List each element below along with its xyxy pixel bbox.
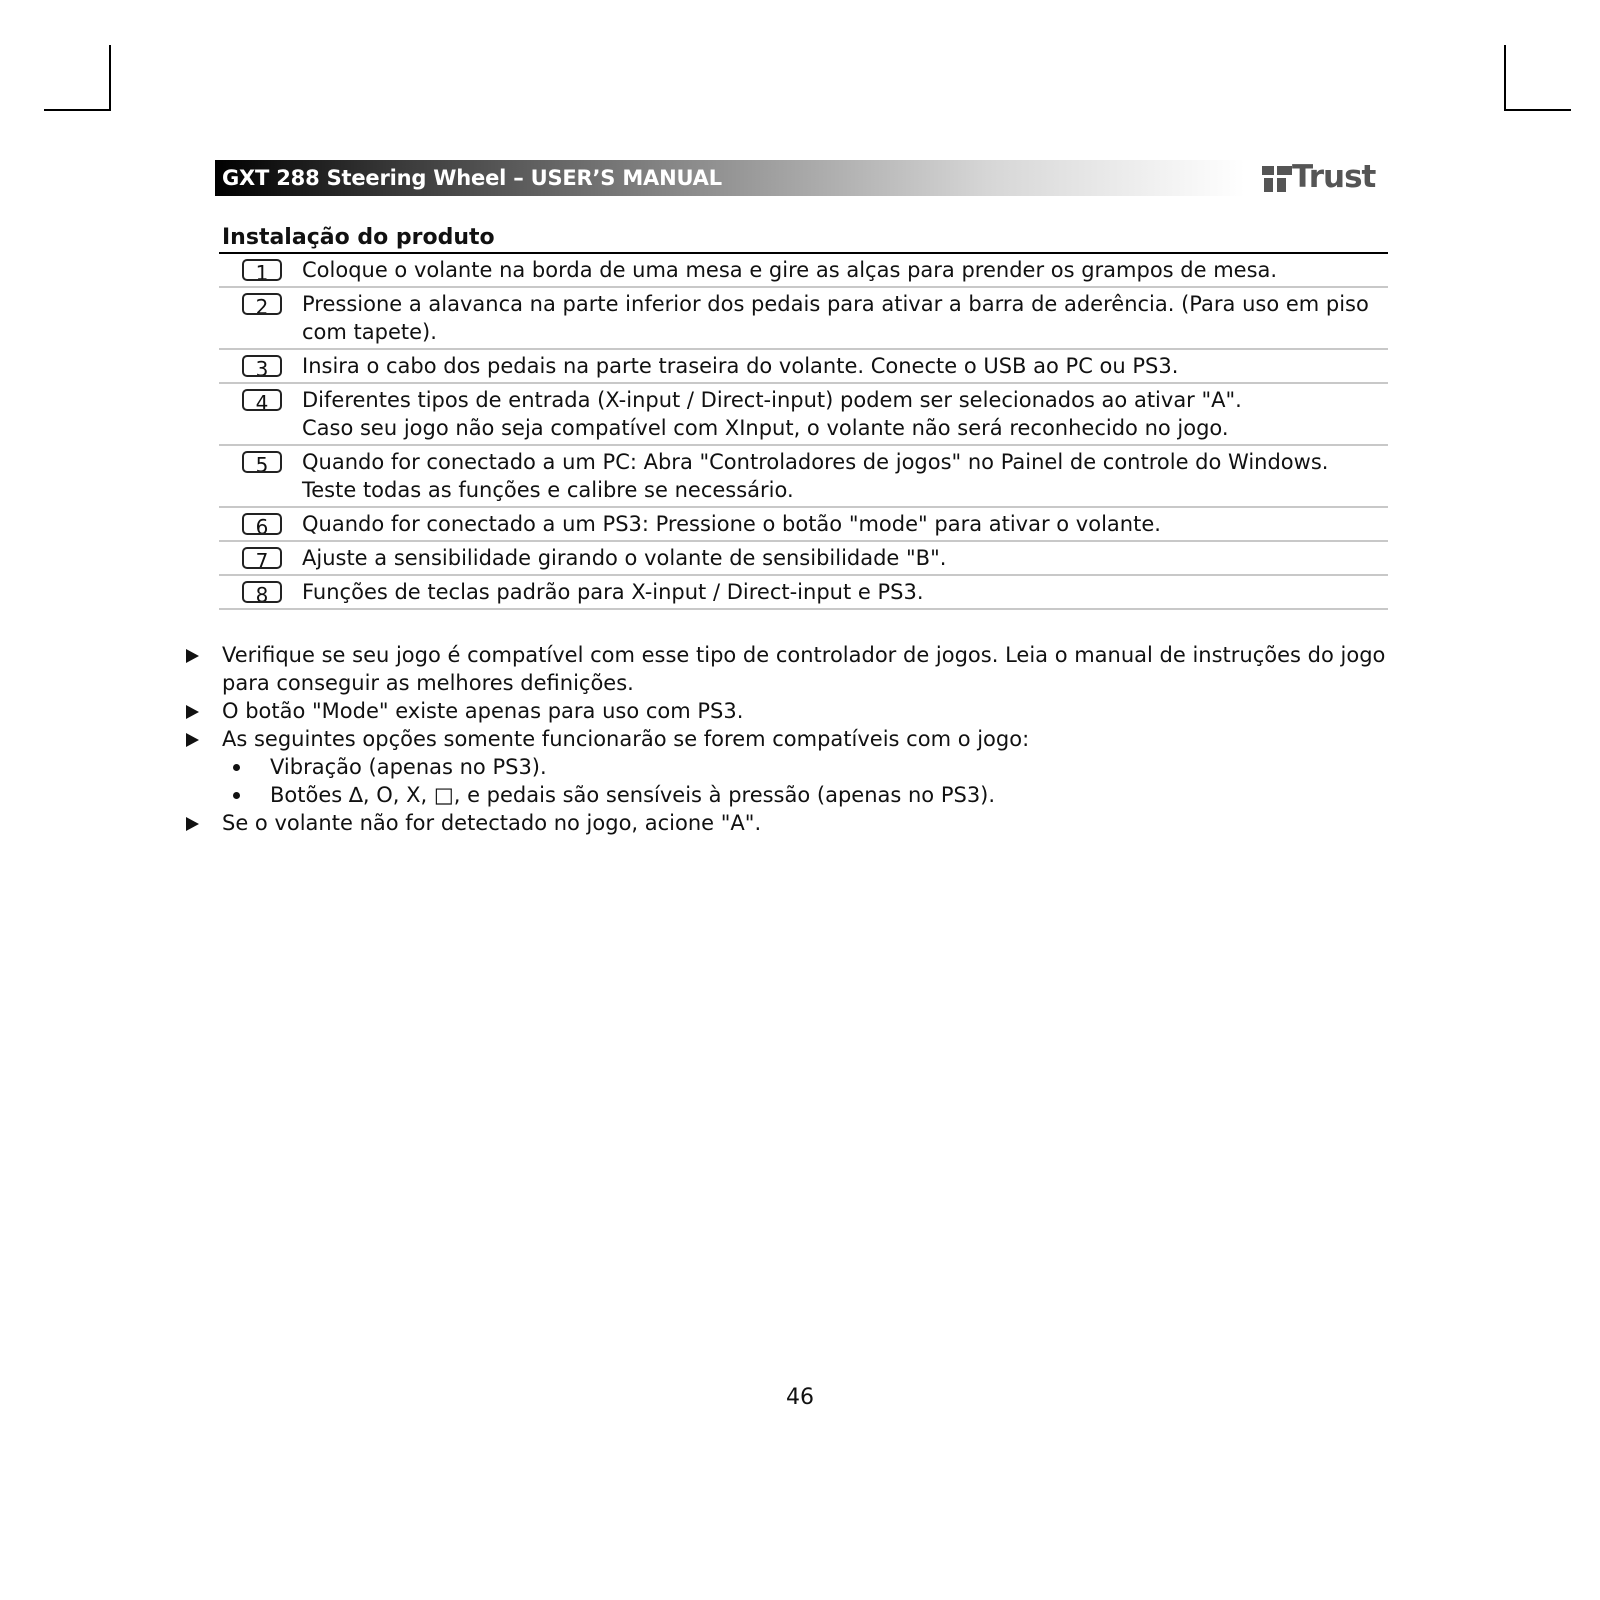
step-number-badge: 6 [242, 513, 282, 535]
trust-logo [1262, 159, 1384, 196]
note-text: Se o volante não for detectado no jogo, acione "A". [222, 811, 762, 835]
section-title: Instalação do produto [222, 225, 495, 250]
dot-bullet-icon [233, 792, 240, 799]
note-text: As seguintes opções somente funcionarão se forem compatíveis com o jogo: [222, 727, 1030, 751]
arrow-bullet-icon [186, 817, 199, 831]
step-text: Ajuste a sensibilidade girando o volante de sensibilidade "B". [302, 546, 947, 570]
step-number-badge: 1 [242, 259, 282, 281]
step-text: Insira o cabo dos pedais na parte traseira do volante. Conecte o USB ao PC ou PS3. [302, 354, 1179, 378]
sub-bullet-text: Vibração (apenas no PS3). [270, 755, 547, 779]
step-number-badge: 7 [242, 547, 282, 569]
step-number-badge: 2 [242, 293, 282, 315]
crop-mark-top-right-horizontal [1504, 109, 1571, 111]
step-number-badge: 8 [242, 581, 282, 603]
arrow-bullet-icon [186, 705, 199, 719]
step-text: Diferentes tipos de entrada (X-input / Direct-input) podem ser selecionados ao ativar "A". [302, 388, 1242, 412]
step-row [219, 576, 1388, 610]
trust-logo-text: Trust [1292, 159, 1376, 195]
arrow-bullet-icon [186, 649, 199, 663]
step-row [219, 350, 1388, 384]
step-text: Coloque o volante na borda de uma mesa e gire as alças para prender os grampos de mesa. [302, 258, 1278, 282]
step-text: Quando for conectado a um PS3: Pressione o botão "mode" para ativar o volante. [302, 512, 1161, 536]
crop-mark-top-right-vertical [1504, 45, 1506, 111]
note-text: O botão "Mode" existe apenas para uso com PS3. [222, 699, 744, 723]
step-number-badge: 5 [242, 451, 282, 473]
step-text: Funções de teclas padrão para X-input / Direct-input e PS3. [302, 580, 924, 604]
sub-bullet-text: Botões ∆, O, X, □, e pedais são sensíveis à pressão (apenas no PS3). [270, 783, 996, 807]
note-item [186, 641, 1406, 697]
step-row [219, 446, 1388, 508]
dot-bullet-icon [233, 764, 240, 771]
step-number-badge: 4 [242, 389, 282, 411]
step-text: Quando for conectado a um PC: Abra "Controladores de jogos" no Painel de controle do Windows. Teste todas as funções e calibre se necessário. [302, 450, 1329, 502]
manual-title: GXT 288 Steering Wheel – USER’S MANUAL [222, 166, 722, 190]
installation-steps-table [219, 252, 1388, 610]
sub-bullet-item [186, 781, 1406, 809]
page-number: 46 [786, 1385, 814, 1410]
note-item [186, 725, 1406, 753]
arrow-bullet-icon [186, 733, 199, 747]
crop-mark-top-left-vertical [109, 45, 111, 111]
note-item [186, 809, 1406, 837]
step-row [219, 254, 1388, 288]
note-text: Verifique se seu jogo é compatível com esse tipo de controlador de jogos. Leia o manual de instruções do jogo para conseguir as melhores definições. [222, 643, 1386, 695]
step-text-continued: Caso seu jogo não seja compatível com XInput, o volante não será reconhecido no jogo. [302, 416, 1229, 440]
notes-list [186, 641, 1406, 837]
step-number-badge: 3 [242, 355, 282, 377]
note-item [186, 697, 1406, 725]
trust-logo-mark-icon [1262, 164, 1292, 194]
step-row [219, 508, 1388, 542]
step-row [219, 542, 1388, 576]
step-text: Pressione a alavanca na parte inferior dos pedais para ativar a barra de aderência. (Para uso em piso com tapete). [302, 292, 1369, 344]
crop-mark-top-left-horizontal [44, 109, 111, 111]
sub-bullet-item [186, 753, 1406, 781]
step-row [219, 288, 1388, 350]
step-row [219, 384, 1388, 446]
